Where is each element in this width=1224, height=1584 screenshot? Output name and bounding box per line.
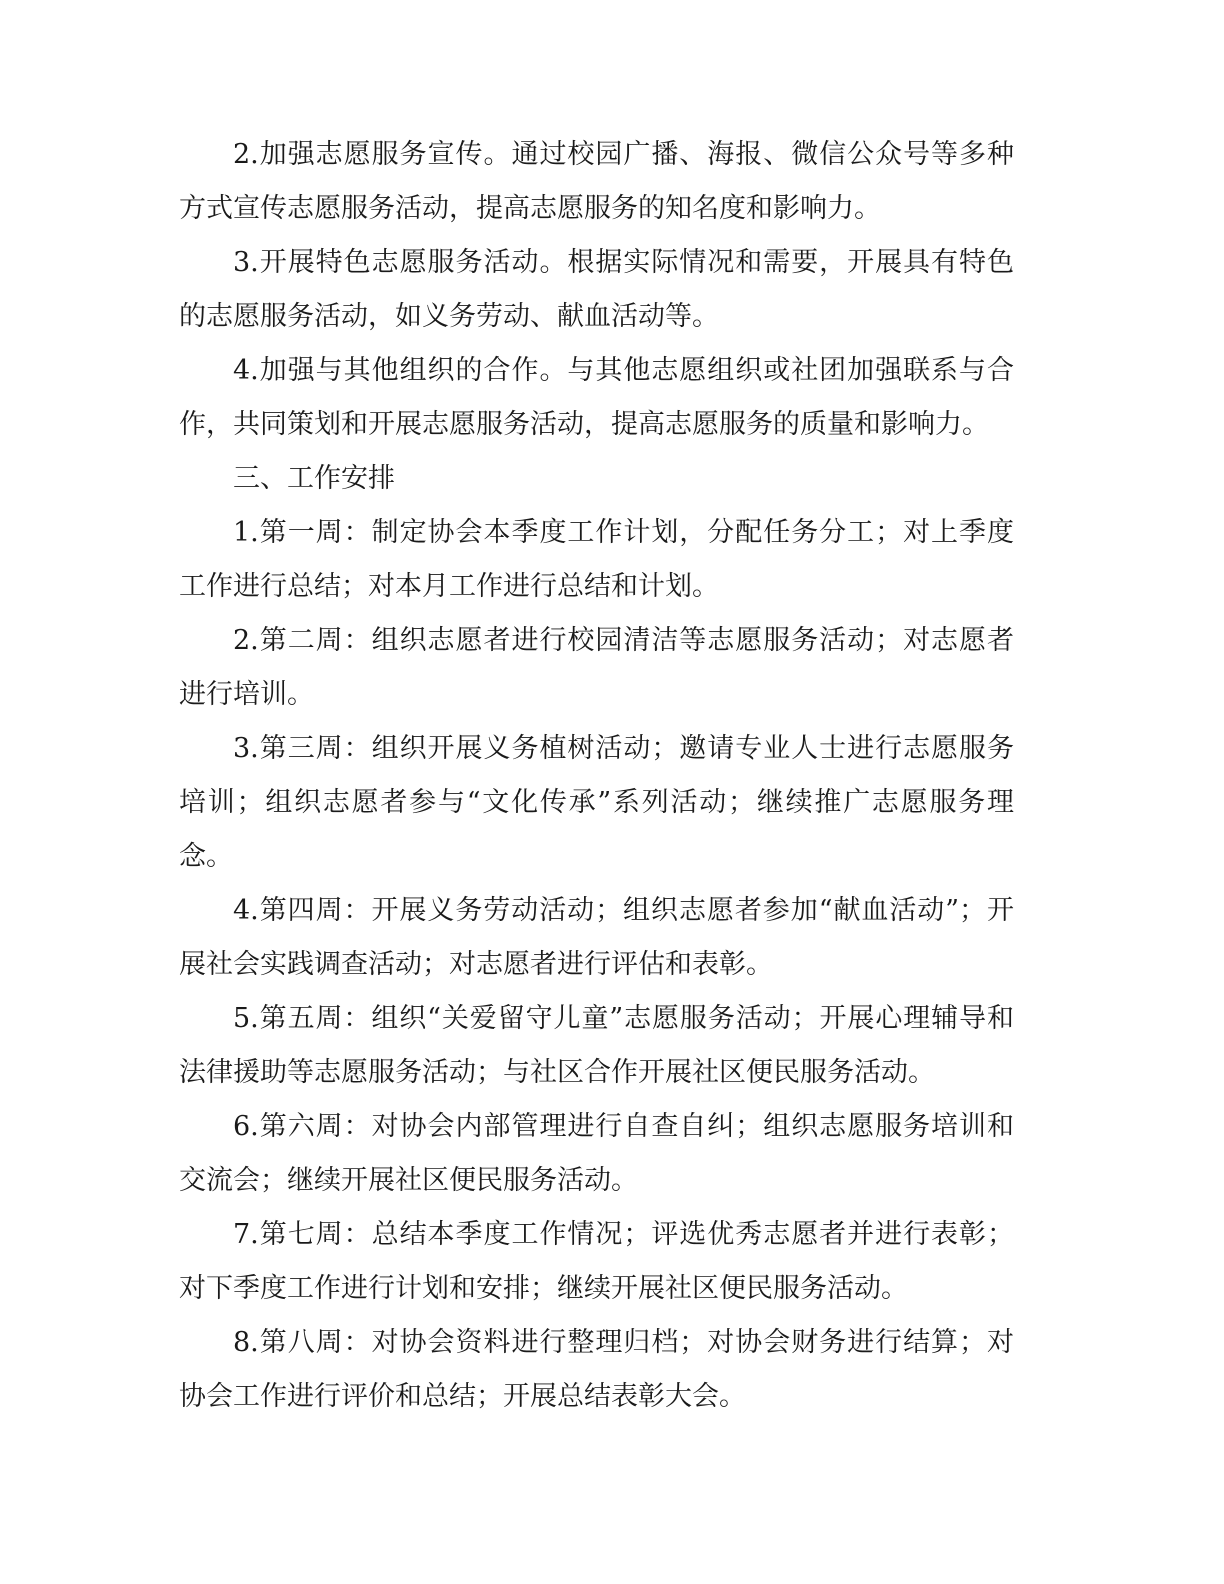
schedule-week-1: 1.第一周：制定协会本季度工作计划，分配任务分工；对上季度工作进行总结；对本月工作进行总结和计划。: [179, 517, 1014, 602]
schedule-week-5: 5.第五周：组织“关爱留守儿童”志愿服务活动；开展心理辅导和法律援助等志愿服务活动；与社区合作开展社区便民服务活动。: [179, 1003, 1014, 1088]
schedule-week-7: 7.第七周：总结本季度工作情况；评选优秀志愿者并进行表彰；对下季度工作进行计划和安排；继续开展社区便民服务活动。: [179, 1219, 1014, 1304]
document-body: [179, 128, 1014, 1424]
schedule-week-6: 6.第六周：对协会内部管理进行自查自纠；组织志愿服务培训和交流会；继续开展社区便民服务活动。: [179, 1111, 1014, 1196]
paragraph-publicity: 2.加强志愿服务宣传。通过校园广播、海报、微信公众号等多种方式宣传志愿服务活动，提高志愿服务的知名度和影响力。: [179, 139, 1014, 224]
paragraph-cooperation: 4.加强与其他组织的合作。与其他志愿组织或社团加强联系与合作，共同策划和开展志愿服务活动，提高志愿服务的质量和影响力。: [179, 355, 1014, 440]
schedule-week-3: 3.第三周：组织开展义务植树活动；邀请专业人士进行志愿服务培训；组织志愿者参与“文化传承”系列活动；继续推广志愿服务理念。: [179, 733, 1014, 872]
section-heading-work-arrangement: 三、工作安排: [233, 463, 395, 494]
schedule-week-4: 4.第四周：开展义务劳动活动；组织志愿者参加“献血活动”；开展社会实践调查活动；对志愿者进行评估和表彰。: [179, 895, 1014, 980]
paragraph-featured-activities: 3.开展特色志愿服务活动。根据实际情况和需要，开展具有特色的志愿服务活动，如义务劳动、献血活动等。: [179, 247, 1014, 332]
schedule-week-2: 2.第二周：组织志愿者进行校园清洁等志愿服务活动；对志愿者进行培训。: [179, 625, 1014, 710]
schedule-week-8: 8.第八周：对协会资料进行整理归档；对协会财务进行结算；对协会工作进行评价和总结；开展总结表彰大会。: [179, 1327, 1014, 1412]
